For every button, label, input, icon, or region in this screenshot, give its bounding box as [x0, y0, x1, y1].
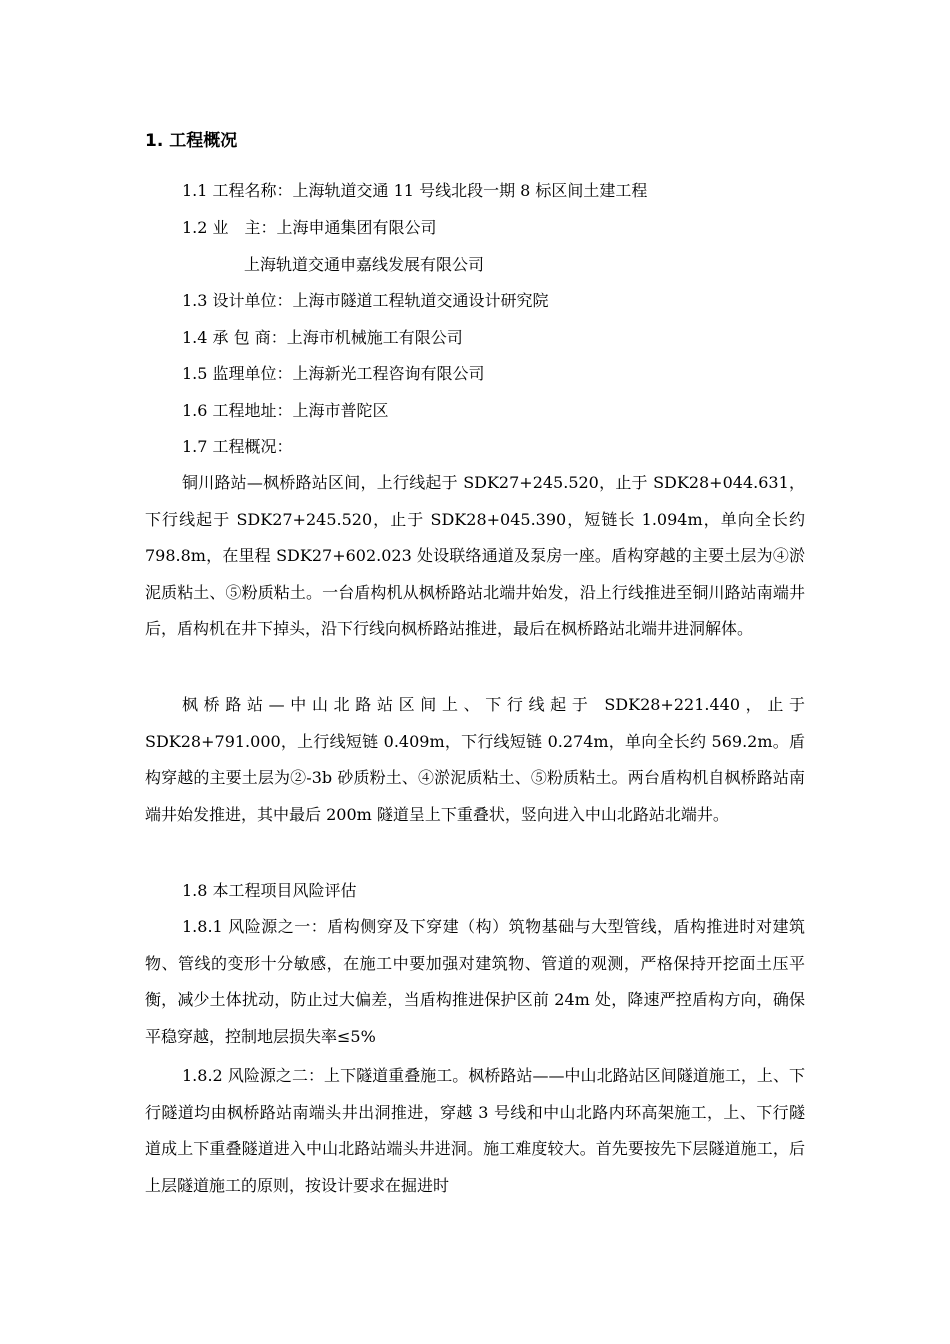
owner-line: 1.2 业 主：上海申通集团有限公司 — [182, 218, 437, 237]
section-heading: 1. 工程概况 — [145, 131, 238, 151]
owner-line-2: 上海轨道交通申嘉线发展有限公司 — [244, 255, 485, 274]
supervisor-line: 1.5 监理单位：上海新光工程咨询有限公司 — [182, 364, 485, 383]
risk-paragraph-2: 1.8.2 风险源之二：上下隧道重叠施工。枫桥路站——中山北路站区间隧道施工，上、下行隧道均由枫桥路站南端头井出洞推进，穿越 3 号线和中山北路内环高架施工，上、下行隧道成上下重叠隧道进入中山北路站端头井进洞。施工难度较大。首先要按先下层隧道施工，后上层隧道施工的原则，按设计要求在掘进时 — [145, 1066, 805, 1195]
overview-paragraph-2: 枫桥路站—中山北路站区间上、下行线起于 SDK28+221.440，止于 SDK28+791.000，上行线短链 0.409m，下行线短链 0.274m，单向全长约 569.2m。盾构穿越的主要土层为②-3b 砂质粉土、④淤泥质粘土、⑤粉质粘土。两台盾构机自枫桥路站南端井始发推进，其中最后 200m 隧道呈上下重叠状，竖向进入中山北路站北端井。 — [145, 695, 805, 824]
designer-line: 1.3 设计单位：上海市隧道工程轨道交通设计研究院 — [182, 291, 549, 310]
project-name-line: 1.1 工程名称：上海轨道交通 11 号线北段一期 8 标区间土建工程 — [182, 181, 648, 200]
address-line: 1.6 工程地址：上海市普陀区 — [182, 401, 389, 420]
contractor-line: 1.4 承 包 商：上海市机械施工有限公司 — [182, 328, 463, 347]
risk-paragraph-1: 1.8.1 风险源之一：盾构侧穿及下穿建（构）筑物基础与大型管线，盾构推进时对建筑物、管线的变形十分敏感，在施工中要加强对建筑物、管道的观测，严格保持开挖面土压平衡，减少土体扰动，防止过大偏差，当盾构推进保护区前 24m 处，降速严控盾构方向，确保平稳穿越，控制地层损失率≤5% — [145, 917, 805, 1046]
overview-paragraph-1: 铜川路站—枫桥路站区间，上行线起于 SDK27+245.520，止于 SDK28+044.631，下行线起于 SDK27+245.520，止于 SDK28+045.390，短链长 1.094m，单向全长约 798.8m，在里程 SDK27+602.023 处设联络通道及泵房一座。盾构穿越的主要土层为④淤泥质粘土、⑤粉质粘土。一台盾构机从枫桥路站北端井始发，沿上行线推进至铜川路站南端井后，盾构机在井下掉头，沿下行线向枫桥路站推进，最后在枫桥路站北端井进洞解体。 — [145, 473, 805, 638]
overview-line: 1.7 工程概况： — [182, 437, 293, 456]
risk-title-line: 1.8 本工程项目风险评估 — [182, 881, 357, 900]
